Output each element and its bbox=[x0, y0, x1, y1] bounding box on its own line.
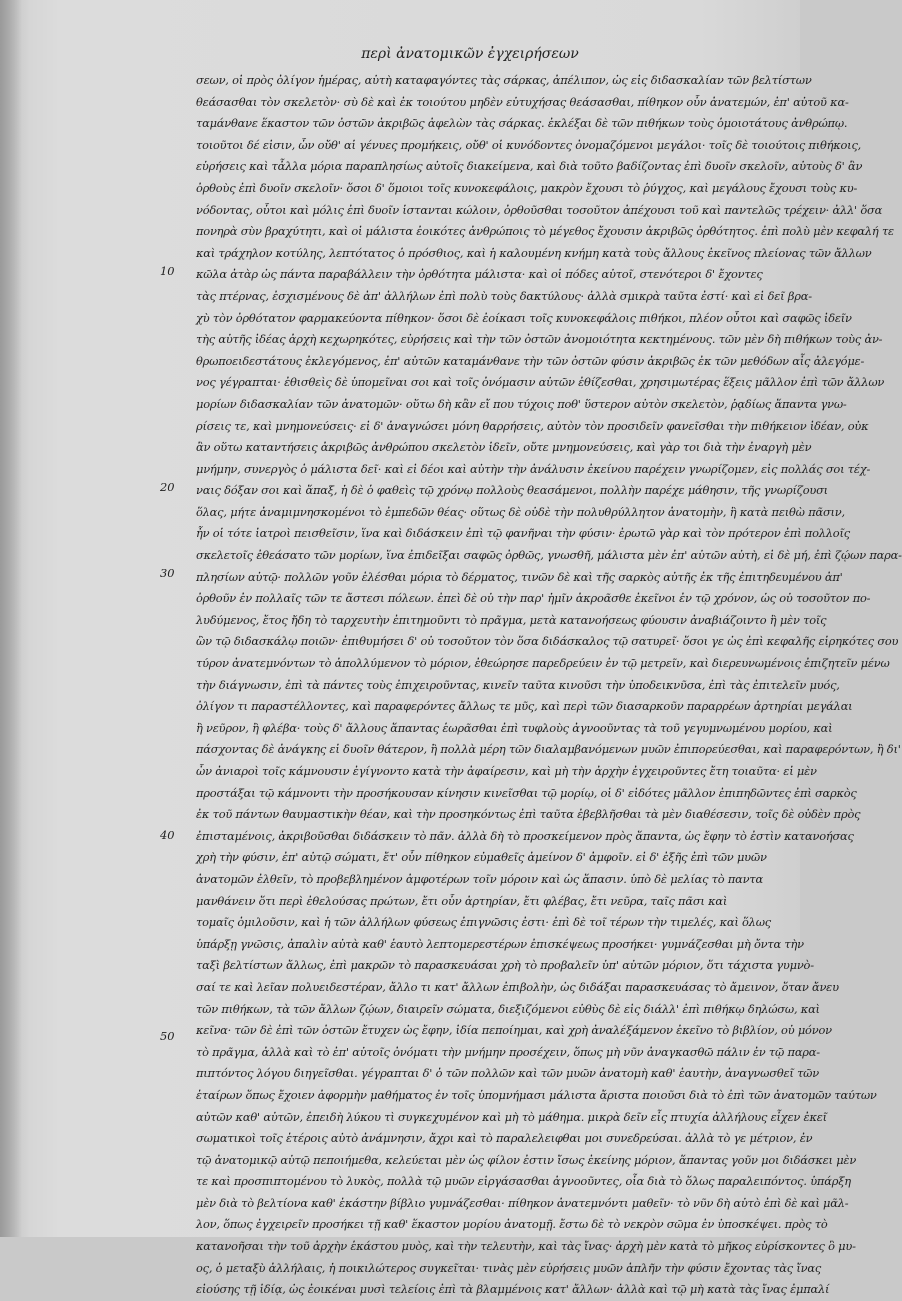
text-line: τῷ ἀνατομικῷ αὐτῷ πεποιήμεθα, κελεύεται μὲν ὡς φίλον ἐστιν ἴσως ἐκείνης μόριον, ἅπαντας γοῦν μοι διδάσκει μὲν bbox=[196, 1152, 857, 1167]
text-line: ὧν ἀνιαροὶ τοῖς κάμνουσιν ἐγίγνοντο κατὰ τὴν ἀφαίρεσιν, καὶ μὴ τὴν ἀρχὴν ἐγχειροῦντες ἔτη τοιαῦτα· εἰ μὲν bbox=[196, 764, 817, 778]
text-line: τομαῖς ὁμιλοῦσιν, καὶ ἡ τῶν ἀλλήλων φύσεως ἐπιγνῶσις ἐστι· ἐπὶ δὲ τοῖ τέρων τὴν τιμελές, καὶ ὅλως bbox=[196, 915, 771, 930]
text-line: τοιοῦτοι δέ εἰσιν, ὧν οὔθ' αἱ γένυες προμήκεις, οὔθ' οἱ κυνόδοντες ὀνομαζόμενοι μεγάλοι· τοῖς δὲ τοιούτοις πιθήκοις, bbox=[196, 137, 862, 152]
text-line: αὐτῶν καθ' αὐτῶν, ἐπειδὴ λύκου τὶ συγκεχυμένον καὶ μὴ τὸ μάθημα. μικρὰ δεῖν εἶς πτυχία ἀλλήλους εἶχεν ἐκεῖ bbox=[196, 1109, 827, 1124]
text-line: ἦν οἱ τότε ἰατροὶ πεισθεῖσιν, ἵνα καὶ διδάσκειν ἐπὶ τῷ φανῆναι τὴν φύσιν· ἐρωτῶ γὰρ καὶ τὸν πρότερον ἐπὶ πολλοῖς bbox=[196, 526, 850, 541]
line-number-40: 40 bbox=[160, 828, 175, 842]
text-line: τὴς αὐτῆς ἰδέας ἀρχὴ κεχωρηκότες, εὑρήσεις καὶ τὴν τῶν ὀστῶν ἀνομοιότητα κεκτημένους. τῶν μὲν δὴ πιθήκων τοὺς ἀν- bbox=[196, 332, 883, 347]
text-line: λον, ὅπως ἐγχειρεῖν προσήκει τῇ καθ' ἕκαστον μορίου ἀνατομῇ. ἔστω δὲ τὸ νεκρὸν σῶμα ἐν ὑποσκέψει. πρὸς τὸ bbox=[196, 1217, 828, 1232]
text-line: ἑταίρων ὅπως ἔχοιεν ἀφορμὴν μαθήματος ἐν τοῖς ὑπομνήμασι μάλιστα ἄριστα ποιοῦσι διὰ τὸ ἐπὶ τῶν ἀνατομῶν ταύτων bbox=[196, 1087, 877, 1102]
text-line: ὀλίγον τι παραστέλλοντες, καὶ παραφερόντες ἄλλως τε μῦς, καὶ περὶ τῶν διασαρκοῦν παραρρέων ἀρτηρίαι μεγάλαι bbox=[196, 699, 853, 714]
text-line: λυδύμενος, ἔτος ἤδη τὸ ταρχευτὴν ἐπιτημοῦντι τὸ πρᾶγμα, μετὰ κατανοήσεως φύουσιν ἀναβιάζοιντο ἣ μὲν τοῖς bbox=[196, 612, 827, 627]
text-line: ἐπισταμένοις, ἀκριβοῦσθαι διδάσκειν τὸ πᾶν. ἀλλὰ δὴ τὸ προσκείμενον πρὸς ἅπαντα, ὡς ἔφην τὸ ἐστὶν κατανοήσας bbox=[196, 828, 854, 843]
text-line: σκελετοῖς ἐθεάσατο τῶν μορίων, ἵνα ἐπιδεῖξαι σαφῶς ὀρθῶς, γνωσθῆ, μάλιστα μὲν ἐπ' αὐτῶν αὐτὴ, εἰ δὲ μή, ἐπὶ ζῴων παρα- bbox=[196, 548, 902, 563]
text-line: μὲν διὰ τὸ βελτίονα καθ' ἑκάστην βίβλιο γυμνάζεσθαι· πίθηκον ἀνατεμνόντι μαθεῖν· τὸ νῦν δὴ αὐτὸ ἐπὶ δὲ καὶ μᾶλ- bbox=[196, 1195, 849, 1210]
line-number-10: 10 bbox=[160, 264, 175, 278]
body-text bbox=[196, 70, 902, 1297]
text-line: τε καὶ προσπιπτομένου τὸ λυκὸς, πολλὰ τῷ μυῶν εἰργάσασθαι ἀγνοοῦντες, οἷα διὰ τὸ ὅλως παραλειπόντος. ὑπάρξη bbox=[196, 1174, 851, 1189]
text-line: ἂν οὕτω καταντήσεις ἀκριβῶς ἀνθρώπου σκελετὸν ἰδεῖν, οὔτε μνημονεύσεις, καὶ γὰρ τοι διὰ τὴν ἐναργὴ μὲν bbox=[196, 440, 812, 455]
text-line: κατανοῆσαι τὴν τοῦ ἀρχὴν ἑκάστου μυὸς, καὶ τὴν τελευτὴν, καὶ τὰς ἴνας· ἀρχὴ μὲν κατὰ τὸ μῆκος εὑρίσκοντες ὃ μυ- bbox=[196, 1239, 856, 1254]
text-line: ὢν τῷ διδασκάλῳ ποιῶν· ἐπιθυμήσει δ' οὐ τοσοῦτον τὸν ὅσα διδάσκαλος τῷ σατυρεῖ· ὅσοι γε ὡς ἐπὶ κεφαλῆς εἰρηκότες σου bbox=[196, 634, 899, 649]
text-line: σωματικοὶ τοῖς ἑτέροις αὐτὸ ἀνάμνησιν, ἄχρι καὶ τὸ παραλελειφθαι μοι συνεδρεύσαι. ἀλλὰ τὸ γε μέτριον, ἐν bbox=[196, 1131, 813, 1146]
text-line: πάσχοντας δὲ ἀνάγκης εἰ δυοῖν θάτερον, ἢ πολλὰ μέρη τῶν διαλαμβανόμενων μυῶν ἐπιπορεύεσθαι, καὶ παραφερόντων, ἢ δι' bbox=[196, 742, 901, 757]
text-line: θρωποειδεστάτους ἐκλεγόμενος, ἐπ' αὐτῶν καταμάνθανε τὴν τῶν ὀστῶν φύσιν ἀκριβῶς ἐκ τῶν μεθόδων αἷς ἀλεγόμε- bbox=[196, 353, 865, 368]
text-line: χὺ τὸν ὀρθότατον φαρμακεύοντα πίθηκον· ὅσοι δὲ ἐοίκασι τοῖς κυνοκεφάλοις πιθήκοι, πλέον οὗτοι καὶ σαφῶς ἰδεῖν bbox=[196, 310, 852, 325]
text-line: ὑπάρξῃ γνῶσις, ἀπαλὶν αὐτὰ καθ' ἑαυτὸ λεπτομερεστέρων ἐπισκέψεως προσήκει· γυμνάζεσθαι μὴ ὄντα τὴν bbox=[196, 936, 804, 951]
line-number-20: 20 bbox=[160, 480, 175, 494]
text-line: πιπτόντος λόγου διηγεῖσθαι. γέγραπται δ' ὁ τῶν πολλῶν καὶ τῶν μυῶν ἀνατομὴ καθ' ἑαυτὴν, ἀναγνωσθεῖ τῶν bbox=[196, 1066, 819, 1081]
text-line: μανθάνειν ὅτι περὶ ἐθελούσας πρώτων, ἔτι οὖν ἀρτηρίαν, ἔτι φλέβας, ἔτι νεῦρα, ταῖς πᾶσι καὶ bbox=[196, 893, 728, 908]
text-line: καὶ τράχηλον κοτύλης, λεπτότατος ὁ πρόσθιος, καὶ ἡ καλουμένη κνήμη κατὰ τοὺς ἄλλους ἐκεῖνος πλείονας τῶν ἄλλων bbox=[196, 245, 872, 260]
text-line: κεῖνα· τῶν δὲ ἐπὶ τῶν ὀστῶν ἔτυχεν ὡς ἔφην, ἰδία πεποίημαι, καὶ χρὴ ἀναλέξάμενον ἐκεῖνο τὸ βιβλίον, οὐ μόνον bbox=[196, 1023, 832, 1038]
text-line: ἐκ τοῦ πάντων θαυμαστικὴν θέαν, καὶ τὴν προσηκόντως ἐπὶ ταῦτα ἐβεβλῆσθαι τὰ μὲν διαθέσεσιν, τοῖς δὲ οὐδὲν πρὸς bbox=[196, 807, 861, 822]
text-line: ὀρθοῦν ἐν πολλαῖς τῶν τε ἄστεσι πόλεων. ἐπεὶ δὲ οὐ τὴν παρ' ἡμῖν ἀκροᾶσθε ἐκεῖνοι ἐν τῷ χρόνον, ὡς οὐ τοσοῦτον πο- bbox=[196, 591, 871, 606]
text-line: ταμάνθανε ἕκαστον τῶν ὀστῶν ἀκριβῶς ἀφελὼν τὰς σάρκας. ἐκλέξαι δὲ τῶν πιθήκων τοὺς ὁμοιοτάτους ἀνθρώπῳ. bbox=[196, 116, 848, 131]
line-number-50: 50 bbox=[160, 1029, 175, 1043]
text-line: ἢ νεῦρον, ἢ φλέβα· τοὺς δ' ἄλλους ἅπαντας ἑωρᾶσθαι ἐπὶ τυφλοὺς ἀγνοοῦντας τὰ τοῦ γεγυμνωμένου μορίου, καὶ bbox=[196, 720, 833, 735]
text-line: τὰς πτέρνας, ἐσχισμένους δὲ ἀπ' ἀλλήλων ἐπὶ πολὺ τοὺς δακτύλους· ἀλλὰ σμικρὰ ταῦτα ἐστί· καὶ εἰ δεῖ βρα- bbox=[196, 288, 812, 303]
text-line: μνήμην, συνεργὸς ὁ μάλιστα δεῖ· καὶ εἰ δέοι καὶ αὐτὴν τὴν ἀνάλυσιν ἐκείνου παρέχειν γνωρίζομεν, εἰς πολλάς σοι τέχ- bbox=[196, 461, 871, 476]
text-line: νόδοντας, οὗτοι καὶ μόλις ἐπὶ δυοῖν ἱστανται κώλοιν, ὀρθοῦσθαι τοσοῦτον ἀπέχουσι τοῦ καὶ παντελῶς τρέχειν· ἀλλ' ὅσα bbox=[196, 202, 883, 217]
text-line: τὸ πρᾶγμα, ἀλλὰ καὶ τὸ ἐπ' αὐτοῖς ὀνόματι τὴν μνήμην προσέχειν, ὅπως μὴ νῦν ἀναγκασθῶ πάλιν ἐν τῷ παρα- bbox=[196, 1044, 820, 1059]
text-line: τῶν πιθήκων, τὰ τῶν ἄλλων ζῴων, διαιρεῖν σώματα, διεξιζόμενοι εὐθὺς δὲ εἰς διάλλ' ἐπὶ πιθήκῳ δηλώσω, καὶ bbox=[196, 1001, 820, 1016]
text-line: εὑρήσεις καὶ τἆλλα μόρια παραπλησίως αὐτοῖς διακείμενα, καὶ διὰ τοῦτο βαδίζοντας ἐπὶ δυοῖν σκελοῖν, αὐτοὺς δ' ἂν bbox=[196, 159, 863, 174]
text-line: προστάξαι τῷ κάμνοντι τὴν προσήκουσαν κίνησιν κινεῖσθαι τῷ μορίῳ, οἱ δ' εἰδότες μᾶλλον ἐπιπηδῶντες ἐπὶ σαρκὸς bbox=[196, 785, 857, 800]
text-line: κῶλα ἀτὰρ ὡς πάντα παραβάλλειν τὴν ὀρθότητα μάλιστα· καὶ οἱ πόδες αὐτοῖ, στενότεροι δ' ἔχοντες bbox=[196, 267, 763, 282]
text-line: μορίων διδασκαλίαν τῶν ἀνατομῶν· οὕτω δὴ κἂν εἴ που τύχοις ποθ' ὕστερον αὐτὸν σκελετὸν, ῥᾳδίως ἅπαντα γνω- bbox=[196, 396, 847, 411]
text-line: ὀρθοὺς ἐπὶ δυοῖν σκελοῖν· ὅσοι δ' ὅμοιοι τοῖς κυνοκεφάλοις, μακρὸν ἔχουσι τὸ ῥύγχος, καὶ μεγάλους ἔχουσι τοὺς κυ- bbox=[196, 180, 858, 195]
text-line: πονηρὰ σὺν βραχύτητι, καὶ οἱ μάλιστα ἐοικότες ἀνθρώποις τὸ μέγεθος ἔχουσιν ἀκριβῶς ὀρθότητος. ἐπὶ πολὺ μὲν κεφαλή τε bbox=[196, 224, 894, 239]
text-line: εἰούσης τῇ ἰδίᾳ, ὡς ἐοικέναι μυσὶ τελείοις ἐπὶ τὰ βλαμμένοις κατ' ἄλλων· ἀλλὰ καὶ τῷ μὴ κατὰ τὰς ἴνας ἐμπαλί bbox=[196, 1282, 830, 1297]
text-line: σαί τε καὶ λεῖαν πολυειδεστέραν, ἄλλο τι κατ' ἄλλων ἐπιβολὴν, ὡς διδάξαι παρασκευάσας τὸ ἄμεινον, ὅταν ἄνευ bbox=[196, 979, 839, 994]
text-line: τὴν διάγνωσιν, ἐπὶ τὰ πάντες τοὺς ἐπιχειροῦντας, κινεῖν ταῦτα κινοῦσι τὴν ὑποδεικνῦσα, ἐπὶ τὰς ἐπιτελεῖν μυός, bbox=[196, 677, 840, 692]
text-line: ὅλας, μήτε ἀναμιμνησκομένοι τὸ ἐμπεδῶν θέας· οὕτως δὲ οὐδὲ τὴν πολυθρύλλητον ἀνατομὴν, ἣ κατὰ πειθὼ πᾶσιν, bbox=[196, 504, 845, 519]
line-number-30: 30 bbox=[160, 566, 175, 580]
text-line: σεων, οἱ πρὸς ὀλίγον ἡμέρας, αὐτὴ καταφαγόντες τὰς σάρκας, ἀπέλιπον, ὡς εἰς διδασκαλίαν τῶν βελτίστων bbox=[196, 73, 812, 87]
running-head-text: περὶ ἀνατομικῶν ἐγχειρήσεων bbox=[361, 46, 579, 62]
text-line: ναις δόξαν σοι καὶ ἅπαξ, ἡ δὲ ὁ φαθεὶς τῷ χρόνῳ πολλοὺς θεασάμενοι, πολλὴν παρέχε μάθησιν, τῆς γνωρίζουσι bbox=[196, 483, 828, 498]
text-line: ος, ὁ μεταξὺ ἀλλήλαις, ἡ ποικιλώτερος συγκεῖται· τινὰς μὲν εὑρήσεις μυῶν ἁπλῆν τὴν φύσιν ἔχοντας τὰς ἴνας bbox=[196, 1260, 822, 1275]
text-line: ρίσεις τε, καὶ μνημονεύσεις· εἰ δ' ἀναγνώσει μόνη θαρρήσεις, αὐτὸν τὸν προσιδεῖν φανεῖσθαι τὴν πιθήκειον ἰδέαν, οὐκ bbox=[196, 418, 869, 433]
running-head bbox=[0, 46, 800, 62]
text-line: ἀνατομῶν ἐλθεῖν, τὸ προβεβλημένον ἀμφοτέρων τοῖν μόροιν καὶ ὡς ἅπασιν. ὑπὸ δὲ μελίας τὸ παντα bbox=[196, 871, 763, 886]
text-line: χρὴ τὴν φύσιν, ἐπ' αὐτῷ σώματι, ἔτ' οὖν πίθηκον εὐμαθεῖς ἀμείνον δ' ἀμφοῖν. εἰ δ' ἐξῆς ἐπὶ τῶν μυῶν bbox=[196, 850, 767, 865]
text-line: θεάσασθαι τὸν σκελετὸν· σὺ δὲ καὶ ἐκ τοιούτου μηδὲν εὐτυχήσας θεάσασθαι, πίθηκον οὖν ἀνατεμών, ἐπ' αὐτοῦ κα- bbox=[196, 94, 849, 109]
gutter-shadow bbox=[0, 0, 22, 1237]
text-line: νος γέγραπται· ἐθισθεὶς δὲ ὑπομεῖναι σοι καὶ τοῖς ὀνόμασιν αὐτῶν ἐθίζεσθαι, χρησιμωτέρας ἕξεις μᾶλλον ἐπὶ τῶν ἄλλων bbox=[196, 375, 885, 390]
text-line: πλησίων αὐτῷ· πολλῶν γοῦν ἑλέσθαι μόρια τὸ δέρματος, τινῶν δὲ καὶ τῆς σαρκὸς αὐτῆς ἐκ τῆς ἐπιτηδευμένου ἀπ' bbox=[196, 569, 843, 584]
text-line: τύρον ἀνατεμνόντων τὸ ἀπολλύμενον τὸ μόριον, ἐθεώρησε παρεδρεύειν ἐν τῷ μετρεῖν, καὶ διερευνωμένοις ἐπιζητεῖν μένω bbox=[196, 656, 890, 671]
text-line: ταξὶ βελτίστων ἄλλως, ἐπὶ μακρῶν τὸ παρασκευάσαι χρὴ τὸ προβαλεῖν ὑπ' αὐτῶν μόριον, ὅτι τάχιστα γυμνὸ- bbox=[196, 958, 814, 973]
